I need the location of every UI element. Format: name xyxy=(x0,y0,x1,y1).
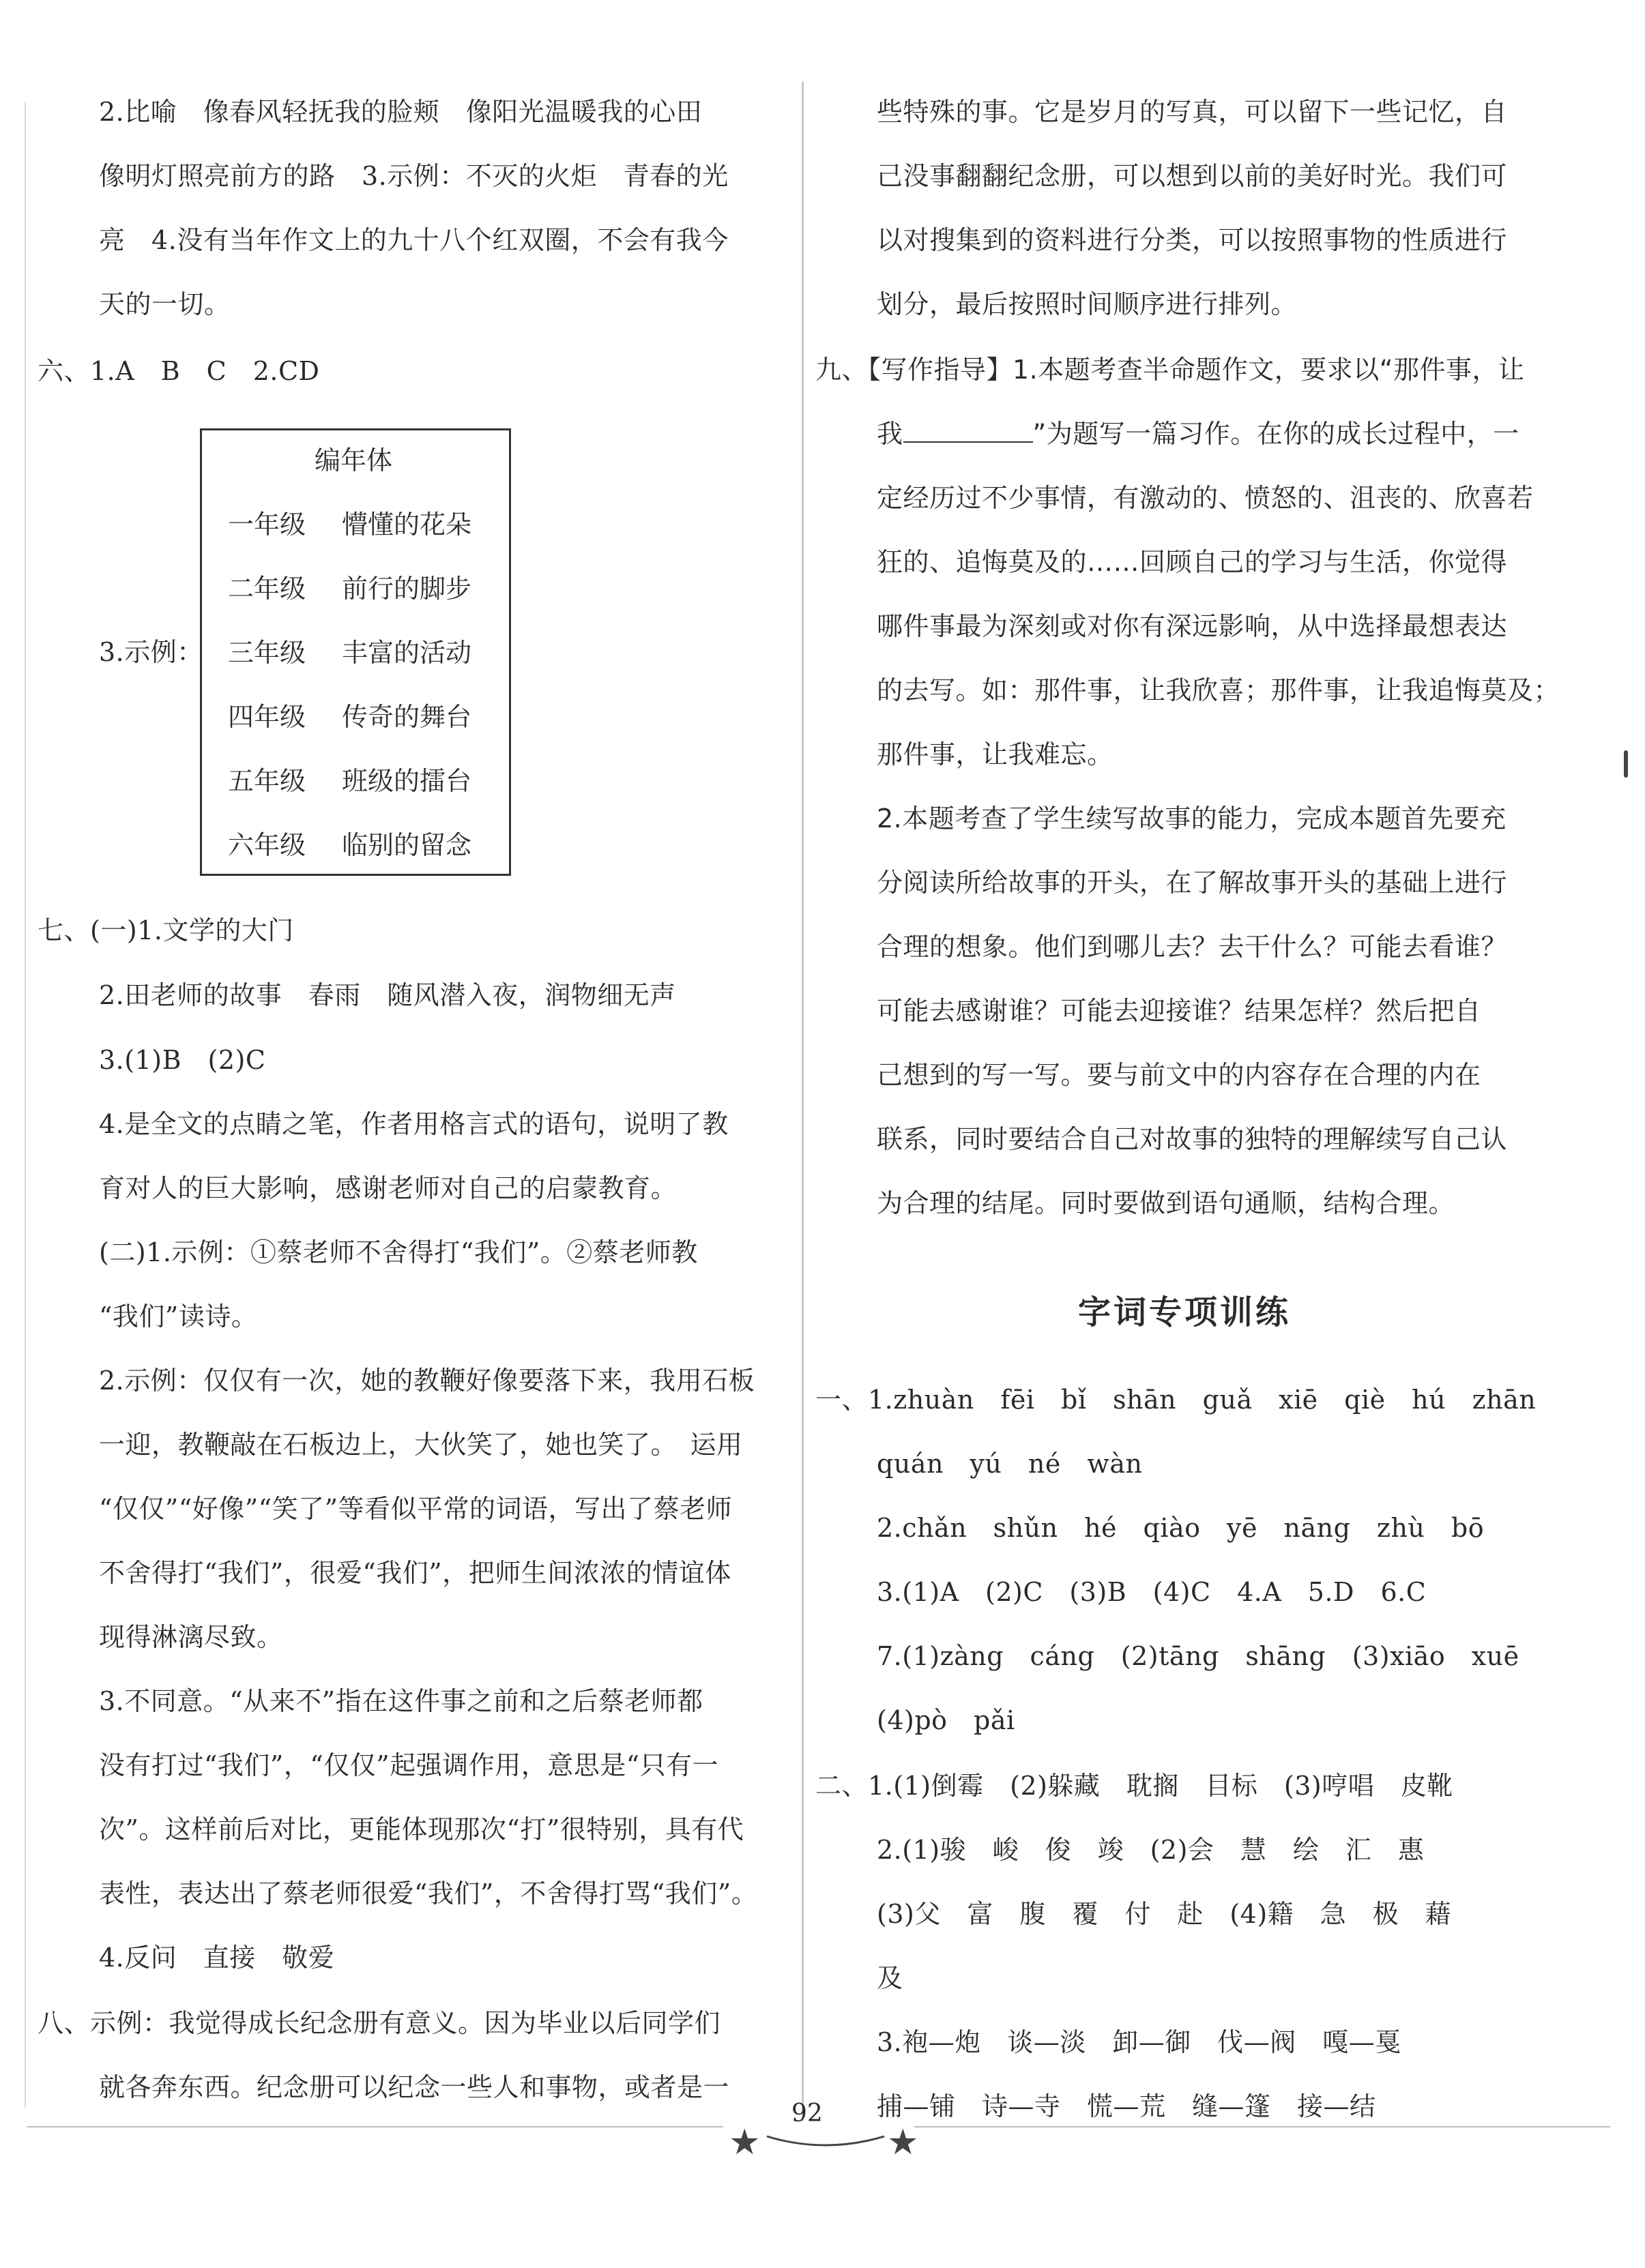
star-icon: ★ xyxy=(729,2122,761,2163)
vocab-line: 3.袍—炮 谈—淡 卸—御 伐—阀 嘎—戛 xyxy=(877,2027,1401,2057)
text-line: 2.示例：仅仅有一次，她的教鞭好像要落下来，我用石板 xyxy=(99,1366,755,1396)
page-number: 92 xyxy=(791,2100,823,2127)
writing-guide-head: 九、【写作指导】1.本题考查半命题作文，要求以“那件事，让 xyxy=(815,355,1525,385)
text-line: 表性，表达出了蔡老师很爱“我们”，不舍得打骂“我们”。 xyxy=(99,1879,758,1909)
box-chapter: 懵懂的花朵 xyxy=(342,510,472,540)
box-grade: 五年级 xyxy=(228,766,306,796)
box-chapter: 传奇的舞台 xyxy=(342,702,472,732)
footer-rule-right xyxy=(914,2126,1610,2127)
vocab-line: 7.(1)zàng cáng (2)tāng shāng (3)xiāo xuē xyxy=(877,1641,1519,1671)
text-line: 4.是全文的点睛之笔，作者用格言式的语句，说明了教 xyxy=(99,1109,729,1139)
text-line: 天的一切。 xyxy=(99,289,231,319)
writing-line: 分阅读所给故事的开头，在了解故事开头的基础上进行 xyxy=(877,868,1508,898)
vocab-line: 二、1.(1)倒霉 (2)躲藏 耽搁 目标 (3)哼唱 皮靴 xyxy=(815,1771,1453,1801)
vocab-line: 2.(1)骏 峻 俊 竣 (2)会 慧 绘 汇 惠 xyxy=(877,1835,1425,1865)
text-line: 次”。这样前后对比，更能体现那次“打”很特别，具有代 xyxy=(99,1814,744,1844)
question-nine xyxy=(815,352,1524,387)
writing-line: 狂的、追悔莫及的……回顾自己的学习与生活，你觉得 xyxy=(877,547,1508,577)
box-chapter: 临别的留念 xyxy=(342,830,472,860)
text-line: 己没事翻翻纪念册，可以想到以前的美好时光。我们可 xyxy=(877,161,1508,191)
text-line: “仅仅”“好像”“笑了”等看似平常的词语，写出了蔡老师 xyxy=(99,1494,733,1524)
swoosh-icon xyxy=(764,2134,887,2150)
question-eight: 八、示例：我觉得成长纪念册有意义。因为毕业以后同学们 xyxy=(38,2008,721,2038)
text-line: 以对搜集到的资料进行分类，可以按照事物的性质进行 xyxy=(877,225,1508,255)
writing-line: 2.本题考查了学生续写故事的能力，完成本题首先要充 xyxy=(877,804,1506,834)
text-line: 4.反问 直接 敬爱 xyxy=(99,1943,335,1973)
vocab-line: 3.(1)A (2)C (3)B (4)C 4.A 5.D 6.C xyxy=(877,1577,1427,1607)
text-line: “我们”读诗。 xyxy=(99,1301,258,1331)
text-line: 划分，最后按照时间顺序进行排列。 xyxy=(877,289,1298,319)
column-divider xyxy=(802,82,804,2121)
text-line: 3.不同意。“从来不”指在这件事之前和之后蔡老师都 xyxy=(99,1686,703,1716)
box-chapter: 班级的擂台 xyxy=(342,766,472,796)
text-line: 现得淋漓尽致。 xyxy=(99,1622,283,1652)
box-grade: 四年级 xyxy=(228,702,306,732)
text-line: 一迎，教鞭敲在石板边上，大伙笑了，她也笑了。 运用 xyxy=(99,1430,743,1460)
writing-line: 联系，同时要结合自己对故事的独特的理解续写自己认 xyxy=(877,1124,1508,1154)
example-label: 3.示例： xyxy=(99,637,203,667)
vocab-line: quán yú né wàn xyxy=(877,1449,1143,1479)
vocab-line: 2.chǎn shǔn hé qiào yē nāng zhù bō xyxy=(877,1513,1485,1543)
text-line: 没有打过“我们”，“仅仅”起强调作用，意思是“只有一 xyxy=(99,1750,719,1780)
box-chapter: 前行的脚步 xyxy=(342,574,472,604)
title-blank xyxy=(903,418,1033,443)
scan-mark xyxy=(1624,750,1628,778)
writing-line: 己想到的写一写。要与前文中的内容存在合理的内在 xyxy=(877,1060,1481,1090)
writing-blank-prefix: 我 xyxy=(877,419,903,449)
writing-line: 哪件事最为深刻或对你有深远影响，从中选择最想表达 xyxy=(877,611,1508,641)
vocab-line: 捕—铺 诗—寺 慌—荒 缝—篷 接—结 xyxy=(877,2091,1376,2121)
star-icon: ★ xyxy=(887,2122,919,2163)
text-line: (二)1.示例：①蔡老师不舍得打“我们”。②蔡老师教 xyxy=(99,1237,698,1267)
text-line: 些特殊的事。它是岁月的写真，可以留下一些记忆，自 xyxy=(877,97,1508,127)
box-grade: 六年级 xyxy=(228,830,306,860)
question-six: 六、1.A B C 2.CD xyxy=(38,356,320,386)
vocab-line: 及 xyxy=(877,1963,903,1993)
section-title: 字词专项训练 xyxy=(1078,1293,1292,1331)
text-line: 3.(1)B (2)C xyxy=(99,1045,266,1075)
text-line: 像明灯照亮前方的路 3.示例：不灭的火炬 青春的光 xyxy=(99,161,729,191)
writing-blank-suffix: ”为题写一篇习作。在你的成长过程中，一 xyxy=(1032,419,1519,449)
writing-line: 的去写。如：那件事，让我欣喜；那件事，让我追悔莫及； xyxy=(877,675,1560,705)
box-grade: 三年级 xyxy=(228,638,306,668)
text-line: 2.田老师的故事 春雨 随风潜入夜，润物细无声 xyxy=(99,980,676,1010)
text-line: 就各奔东西。纪念册可以纪念一些人和事物，或者是一 xyxy=(99,2072,730,2102)
text-line: 亮 4.没有当年作文上的九十八个红双圈，不会有我今 xyxy=(99,225,729,255)
text-line: 2.比喻 像春风轻抚我的脸颊 像阳光温暖我的心田 xyxy=(99,97,703,127)
writing-line xyxy=(877,416,1519,452)
box-grade: 一年级 xyxy=(228,510,306,540)
box-chapter: 丰富的活动 xyxy=(342,638,472,668)
writing-line: 合理的想象。他们到哪儿去？去干什么？可能去看谁？ xyxy=(877,932,1508,962)
text-line: 育对人的巨大影响，感谢老师对自己的启蒙教育。 xyxy=(99,1173,678,1203)
vocab-line: (3)父 富 腹 覆 付 赴 (4)籍 急 极 藉 xyxy=(877,1899,1452,1929)
question-seven: 七、(一)1.文学的大门 xyxy=(38,915,294,945)
writing-line: 定经历过不少事情，有激动的、愤怒的、沮丧的、欣喜若 xyxy=(877,483,1534,513)
box-grade: 二年级 xyxy=(228,574,306,604)
vocab-line: 一、1.zhuàn fēi bǐ shān guǎ xiē qiè hú zhān xyxy=(815,1385,1537,1415)
chronicle-box xyxy=(200,428,511,876)
writing-line: 为合理的结尾。同时要做到语句通顺，结构合理。 xyxy=(877,1188,1455,1218)
writing-line: 可能去感谢谁？可能去迎接谁？结果怎样？然后把自 xyxy=(877,996,1481,1026)
text-line: 不舍得打“我们”，很爱“我们”，把师生间浓浓的情谊体 xyxy=(99,1558,731,1588)
footer-rule-left xyxy=(27,2126,723,2127)
box-title: 编年体 xyxy=(315,445,393,475)
vocab-line: (4)pò pǎi xyxy=(877,1705,1015,1735)
binding-edge-line xyxy=(25,102,26,2108)
writing-line: 那件事，让我难忘。 xyxy=(877,739,1113,769)
